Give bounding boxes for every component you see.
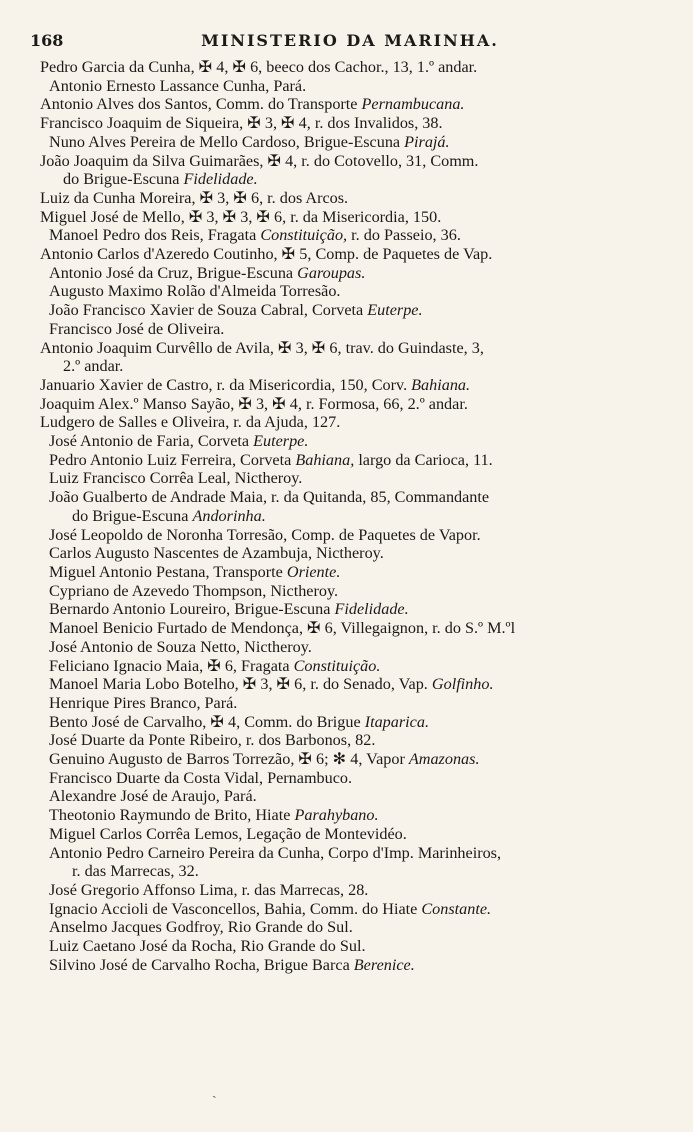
entry-text: Ignacio Accioli de Vasconcellos, Bahia, Comm. do Hiate — [49, 899, 422, 918]
entry-line — [40, 413, 640, 432]
register-entry — [40, 301, 640, 320]
entry-text: Miguel José de Mello, ✠ 3, ✠ 3, ✠ 6, r. da Misericordia, 150. — [40, 207, 442, 226]
entry-line — [49, 918, 640, 937]
register-entry — [40, 226, 640, 245]
vessel-name: Bahiana. — [411, 375, 471, 394]
entry-line — [49, 657, 640, 676]
entry-line — [40, 189, 640, 208]
entry-text: Francisco Joaquim de Siqueira, ✠ 3, ✠ 4, r. dos Invalidos, 38. — [40, 114, 443, 133]
entry-text: Alexandre José de Araujo, Pará. — [49, 787, 257, 806]
register-entry — [40, 937, 640, 956]
entry-line — [49, 282, 640, 301]
page-number: 168 — [30, 31, 64, 50]
entry-line — [49, 526, 640, 545]
entry-text: Miguel Antonio Pestana, Transporte — [49, 562, 287, 581]
register-entry — [40, 526, 640, 545]
entry-text: Antonio José da Cruz, Brigue-Escuna — [49, 263, 298, 282]
entry-line — [49, 488, 640, 507]
entry-line — [49, 750, 640, 769]
vessel-name: Pernambucana. — [361, 95, 465, 114]
register-entry — [40, 264, 640, 283]
entry-line — [49, 600, 640, 619]
entry-text: largo da Carioca, 11. — [354, 450, 493, 469]
entry-line — [49, 937, 640, 956]
entry-text: do Brigue-Escuna — [72, 506, 193, 525]
page-header — [30, 31, 670, 53]
entry-text: Augusto Maximo Rolão d'Almeida Torresão. — [49, 282, 341, 301]
entry-text: Januario Xavier de Castro, r. da Misericordia, 150, Corv. — [40, 375, 412, 394]
entry-text: Luiz Caetano José da Rocha, Rio Grande do Sul. — [49, 937, 366, 956]
entry-text: Feliciano Ignacio Maia, ✠ 6, Fragata — [49, 656, 294, 675]
entry-line — [40, 208, 640, 227]
entry-line — [40, 376, 640, 395]
register-entry — [40, 956, 640, 975]
entry-text: José Duarte da Ponte Ribeiro, r. dos Barbonos, 82. — [49, 731, 376, 750]
register-entry — [40, 95, 640, 114]
register-entry — [40, 469, 640, 488]
register-entry — [40, 282, 640, 301]
register-entry — [40, 451, 640, 470]
register-entry — [40, 114, 640, 133]
entry-text: do Brigue-Escuna — [63, 170, 184, 189]
entry-text: João Joaquim da Silva Guimarães, ✠ 4, r. do Cotovello, 31, Comm. — [40, 151, 479, 170]
entry-line — [40, 245, 640, 264]
entry-line — [49, 638, 640, 657]
entry-line — [49, 133, 640, 152]
entry-text: 2.º andar. — [63, 357, 124, 376]
register-entry — [40, 825, 640, 844]
entry-line — [40, 114, 640, 133]
entry-text: Nuno Alves Pereira de Mello Cardoso, Brigue-Escuna — [49, 132, 405, 151]
register-entry — [40, 918, 640, 937]
entry-line — [49, 844, 640, 863]
entry-text: r. das Marrecas, 32. — [72, 862, 199, 881]
entry-line — [49, 881, 640, 900]
entry-text: Bento José de Carvalho, ✠ 4, Comm. do Brigue — [49, 712, 365, 731]
entry-text: Pedro Garcia da Cunha, ✠ 4, ✠ 6, beeco dos Cachor., 13, 1.º andar. — [40, 58, 478, 76]
entry-line — [49, 713, 640, 732]
entry-continuation-line — [40, 170, 640, 189]
entry-text: Antonio Pedro Carneiro Pereira da Cunha, Corpo d'Imp. Marinheiros, — [49, 843, 502, 862]
entry-line — [49, 432, 640, 451]
vessel-name: Fidelidade. — [183, 170, 258, 189]
entry-line — [49, 544, 640, 563]
entry-line — [49, 675, 640, 694]
vessel-name: Constante. — [421, 899, 492, 918]
entry-line — [49, 226, 640, 245]
register-entry — [40, 245, 640, 264]
entry-text: Manoel Pedro dos Reis, Fragata — [49, 226, 261, 245]
register-entry — [40, 413, 640, 432]
entry-line — [49, 825, 640, 844]
register-entry — [40, 750, 640, 769]
entry-text: José Antonio de Souza Netto, Nictheroy. — [49, 637, 312, 656]
entry-text: Antonio Ernesto Lassance Cunha, Pará. — [49, 76, 307, 95]
entry-text: Antonio Joaquim Curvêllo de Avila, ✠ 3, ✠ 6, trav. do Guindaste, 3, — [40, 338, 484, 357]
vessel-name: Garoupas. — [297, 263, 366, 282]
entry-line — [49, 264, 640, 283]
register-entry — [40, 77, 640, 96]
register-entry — [40, 675, 640, 694]
register-entry — [40, 208, 640, 227]
entry-text: João Francisco Xavier de Souza Cabral, Corveta — [49, 301, 368, 320]
register-entry — [40, 582, 640, 601]
entry-line — [49, 451, 640, 470]
entry-line — [40, 95, 640, 114]
vessel-name: Golfinho. — [431, 675, 494, 694]
entry-line — [49, 320, 640, 339]
register-entry — [40, 58, 640, 77]
register-entry — [40, 432, 640, 451]
register-entry — [40, 731, 640, 750]
entry-text: José Gregorio Affonso Lima, r. das Marrecas, 28. — [49, 880, 369, 899]
vessel-name: Oriente. — [286, 562, 341, 581]
entry-text: Cypriano de Azevedo Thompson, Nictheroy. — [49, 581, 339, 600]
vessel-name: Bahiana, — [295, 450, 355, 469]
entry-text: Ludgero de Salles e Oliveira, r. da Ajuda, 127. — [40, 413, 341, 432]
entry-text: Miguel Carlos Corrêa Lemos, Legação de Montevidéo. — [49, 824, 407, 843]
register-entry — [40, 881, 640, 900]
entry-line — [40, 339, 640, 358]
entry-line — [40, 58, 640, 77]
register-entry — [40, 189, 640, 208]
entry-continuation-line — [49, 862, 640, 881]
register-entry — [40, 787, 640, 806]
vessel-name: Parahybano. — [294, 806, 379, 825]
register-entry — [40, 339, 640, 376]
entry-text: Antonio Carlos d'Azeredo Coutinho, ✠ 5, Comp. de Paquetes de Vap. — [40, 245, 493, 264]
entry-continuation-line — [40, 357, 640, 376]
entry-line — [49, 469, 640, 488]
running-title: MINISTERIO DA MARINHA. — [201, 31, 499, 50]
entry-line — [49, 731, 640, 750]
entry-text: José Antonio de Faria, Corveta — [49, 432, 254, 451]
entry-line — [49, 582, 640, 601]
vessel-name: Euterpe. — [253, 432, 309, 451]
entry-text: Theotonio Raymundo de Brito, Hiate — [49, 806, 295, 825]
entry-text: r. do Passeio, 36. — [347, 226, 461, 245]
register-entry — [40, 395, 640, 414]
register-entry — [40, 133, 640, 152]
entry-line — [40, 152, 640, 171]
entry-line — [49, 806, 640, 825]
entry-line — [49, 619, 640, 638]
entry-text: Joaquim Alex.º Manso Sayão, ✠ 3, ✠ 4, r. Formosa, 66, 2.º andar. — [40, 394, 468, 413]
register-entry — [40, 844, 640, 881]
register-entry — [40, 488, 640, 525]
entry-line — [49, 77, 640, 96]
entry-line — [49, 900, 640, 919]
vessel-name: Constituição. — [293, 656, 381, 675]
register-entry — [40, 544, 640, 563]
register-entry — [40, 713, 640, 732]
entry-line — [49, 694, 640, 713]
entry-text: Manoel Benicio Furtado de Mendonça, ✠ 6, Villegaignon, r. do S.º M.ºl — [49, 619, 516, 638]
entry-text: Anselmo Jacques Godfroy, Rio Grande do Sul. — [49, 918, 353, 937]
vessel-name: Berenice. — [353, 955, 415, 974]
register-entry — [40, 376, 640, 395]
register-entry — [40, 600, 640, 619]
register-entry — [40, 152, 640, 189]
entry-text: Manoel Maria Lobo Botelho, ✠ 3, ✠ 6, r. do Senado, Vap. — [49, 675, 432, 694]
register-entry — [40, 806, 640, 825]
entry-text: Bernardo Antonio Loureiro, Brigue-Escuna — [49, 600, 335, 619]
stray-mark: ˎ — [212, 1084, 217, 1099]
entry-text: João Gualberto de Andrade Maia, r. da Quitanda, 85, Commandante — [49, 488, 490, 507]
entry-line — [49, 301, 640, 320]
register-entry — [40, 900, 640, 919]
entry-text: Genuino Augusto de Barros Torrezão, ✠ 6; ✻ 4, Vapor — [49, 750, 409, 769]
register-entry — [40, 638, 640, 657]
entry-text: Henrique Pires Branco, Pará. — [49, 693, 238, 712]
entry-text: José Leopoldo de Noronha Torresão, Comp. de Paquetes de Vapor. — [49, 525, 481, 544]
vessel-name: Andorinha. — [192, 506, 266, 525]
entry-line — [49, 956, 640, 975]
register-entry — [40, 320, 640, 339]
register-entry — [40, 619, 640, 638]
register-entry — [40, 563, 640, 582]
entry-text: Luiz Francisco Corrêa Leal, Nictheroy. — [49, 469, 303, 488]
entry-line — [49, 769, 640, 788]
register-entry — [40, 769, 640, 788]
entry-text: Francisco Duarte da Costa Vidal, Pernambuco. — [49, 768, 353, 787]
entry-continuation-line — [49, 507, 640, 526]
register-entry — [40, 694, 640, 713]
entry-text: Luiz da Cunha Moreira, ✠ 3, ✠ 6, r. dos Arcos. — [40, 188, 349, 207]
vessel-name: Euterpe. — [367, 301, 423, 320]
entry-line — [40, 395, 640, 414]
entry-text: Pedro Antonio Luiz Ferreira, Corveta — [49, 450, 296, 469]
entry-line — [49, 563, 640, 582]
vessel-name: Amazonas. — [408, 750, 480, 769]
entry-text: Silvino José de Carvalho Rocha, Brigue Barca — [49, 955, 354, 974]
vessel-name: Fidelidade. — [334, 600, 409, 619]
entry-line — [49, 787, 640, 806]
register-entry — [40, 657, 640, 676]
vessel-name: Pirajá. — [404, 132, 450, 151]
register-list — [40, 58, 640, 974]
entry-text: Francisco José de Oliveira. — [49, 319, 225, 338]
vessel-name: Constituição, — [260, 226, 348, 245]
entry-text: Carlos Augusto Nascentes de Azambuja, Nictheroy. — [49, 544, 384, 563]
entry-text: Antonio Alves dos Santos, Comm. do Transporte — [40, 95, 362, 114]
vessel-name: Itaparica. — [364, 712, 429, 731]
